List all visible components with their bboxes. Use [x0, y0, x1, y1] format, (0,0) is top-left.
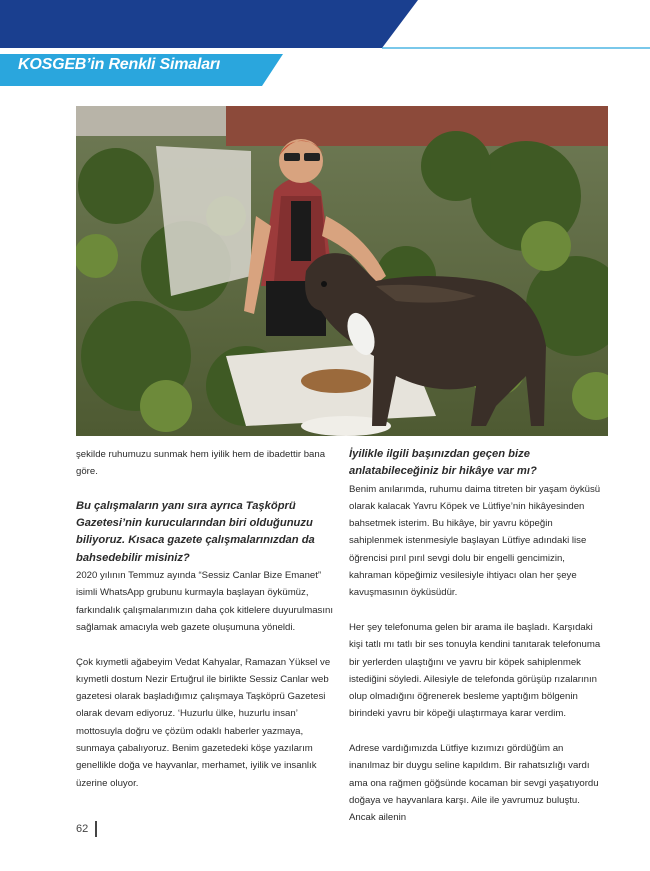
paragraph: Benim anılarımda, ruhumu daima titreten bir yaşam öyküsü olarak kalacak Yavru Köpek ve Lütfiye’nin hikâyesinden bahsetmek isterim. Bu hikâye, bir yavru köpeğin sahiplenmek istenmesiyle başlayan Lütfiye adındaki lise öğrencisi pırıl pırıl sevgi dolu bir engelli gencimizin, kahraman köpeğimiz vesilesiyle ihtiyacı olan her şeye kavuşmasının öyküsüdür.: [349, 483, 601, 599]
paragraph: 2020 yılının Temmuz ayında “Sessiz Canlar Bize Emanet” isimli WhatsApp grubunu kurmayla başlayan öykümüz, farkındalık çalışmalarımızın daha çok kitlelere duyurulmasını sağlamak amacıyla web gazete oluşumuna yöneldi.: [76, 570, 334, 633]
photo-illustration: [76, 106, 608, 436]
interview-question: İyilikle ilgili başınızdan geçen bize anlatabileceğiniz bir hikâye var mı?: [349, 448, 537, 478]
interview-question: Bu çalışmaların yanı sıra ayrıca Taşköprü Gazetesi’nin kurucularından biri olduğunuzu biliyoruz. Kısaca gazete çalışmalarınızdan da bahsedebilir misiniz?: [76, 499, 315, 564]
left-column: [76, 446, 334, 809]
paragraph: Adrese vardığımızda Lütfiye kızımızı gördüğüm an inanılmaz bir duygu seline kapıldım. Bir rahatsızlığı vardı ama ona rağmen göğsünde kocaman bir sevgi yaşatıyordu doğaya ve hayvanlara karşı. Aile ile yavrumuz buluştu. Ancak ailenin: [349, 743, 599, 824]
header-banner: [0, 0, 650, 90]
paragraph: Her şey telefonuma gelen bir arama ile başladı. Karşıdaki kişi tatlı mı tatlı bir ses tonuyla kendini tanıtarak telefonuma bir yerlerden ulaştığını ve yavru bir köpek sahiplenmek istediğini söyledi. Ailesiyle de telefonda görüşüp rızalarının olup olmadığını öğrenerek besleme yaptığım bölgenin birindeki yavru bir köpeği ulaştırmaya karar verdim.: [349, 621, 601, 720]
right-column: [349, 446, 607, 844]
paragraph: şekilde ruhumuzu sunmak hem iyilik hem de ibadettir bana göre.: [76, 449, 326, 478]
paragraph: Çok kıymetli ağabeyim Vedat Kahyalar, Ramazan Yüksel ve kıymetli dostum Nezir Ertuğrul ile birlikte Sessiz Canlar web gazetesi olarak başladığımız çalışmaya Taşköprü Gazetesi olarak devam ediyoruz. ‘Huzurlu ülke, huzurlu insan’ mottosuyla doğru ve çözüm odaklı haberler yazmaya, sunmaya çabalıyoruz. Benim gazetedeki köşe yazılarım genellikle doğa ve hayvanlar, merhamet, iyilik ve insanlık üzerine oluyor.: [76, 656, 331, 789]
section-title: KOSGEB’in Renkli Simaları: [18, 56, 221, 73]
article-photo: [76, 106, 608, 436]
page-number: 62: [76, 823, 89, 835]
page-number-divider: [95, 821, 97, 837]
header-dark-blue-band: [0, 0, 418, 48]
